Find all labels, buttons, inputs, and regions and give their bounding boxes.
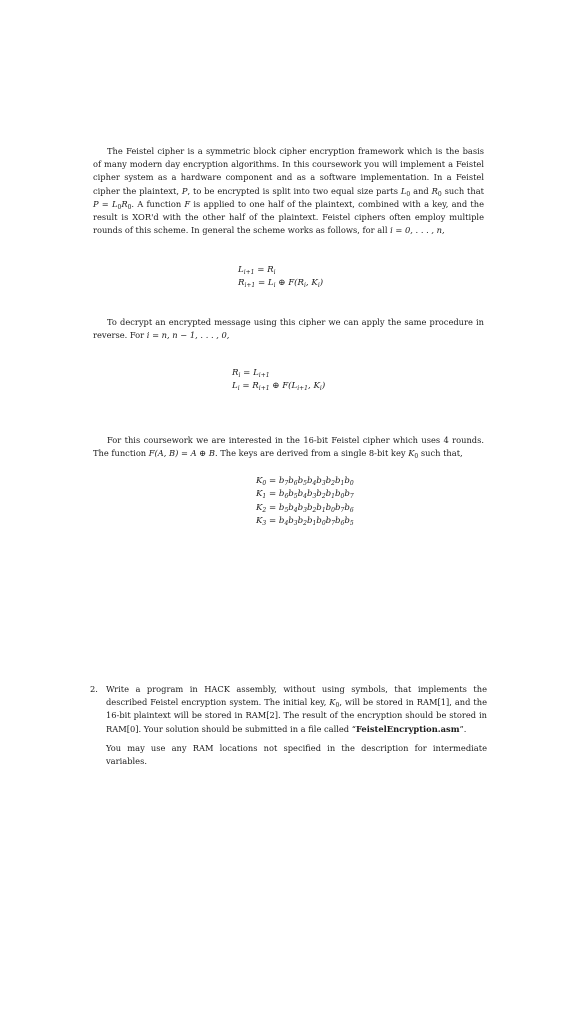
bit-symbol: b — [288, 489, 294, 500]
bit-symbol: b — [306, 516, 313, 527]
bit-symbol: b — [278, 476, 285, 486]
bit-index: 2 — [312, 506, 317, 514]
bit-index: 6 — [284, 493, 289, 501]
bit-index: 5 — [284, 506, 289, 514]
key-index: 2 — [262, 506, 267, 514]
bit-index: 1 — [331, 493, 335, 501]
bit-index: 3 — [303, 506, 307, 514]
equals-sign: = — [266, 502, 279, 513]
bit-index: 0 — [331, 506, 335, 514]
bit-symbol: b — [288, 502, 294, 513]
bit-symbol: b — [334, 476, 341, 486]
bit-symbol: b — [334, 502, 341, 513]
intro-paragraph: The Feistel cipher is a symmetric block cipher encryption framework which is the basis of many modern day encryption algorithms. In this coursework you will implement a Feistel cipher system as a hardware component and as a software implementation. In a Feistel cipher the plaintext, P, to be encrypted is split into two equal size parts $L_0$ and $R_0$ such that $P = L_0R_0$. A function F is applied to one half of the plaintext, combined with a key, and the result is XOR'd with the other half of the plaintext. Feistel ciphers often employ multiple rounds of this scheme. In general the scheme works as follows, for all i = 0, . . . , n, — [93, 146, 485, 236]
equation-line: $L_i = R_{i+1}$ ⊕ $F(L_{i+1}$, $K_i$) — [232, 380, 326, 392]
bit-index: 0 — [349, 480, 354, 487]
bit-symbol: b — [325, 476, 332, 486]
bit-symbol: b — [288, 476, 294, 486]
bit-index: 7 — [331, 520, 335, 528]
bit-index: 0 — [340, 493, 345, 501]
bit-symbol: b — [278, 516, 285, 527]
key-symbol: K — [256, 502, 263, 513]
equation-line: $R_{i+1} = L_i$ ⊕ $F(R_i$, $K_i$) — [238, 277, 324, 289]
key-line — [256, 502, 354, 515]
decrypt-paragraph: To decrypt an encrypted message using this cipher we can apply the same procedure in reverse. For i = n, n − 1, . . . , 0, — [93, 317, 484, 341]
bit-symbol: b — [334, 489, 341, 500]
bit-symbol: b — [316, 516, 322, 527]
bit-index: 1 — [321, 506, 326, 514]
bit-symbol: b — [316, 476, 322, 486]
filename: FeistelEncryption.asm — [356, 723, 460, 734]
bit-symbol: b — [325, 502, 332, 513]
bit-index: 5 — [293, 493, 298, 501]
equals-sign: = — [266, 476, 279, 486]
bit-symbol: b — [344, 489, 350, 500]
bit-symbol: b — [297, 476, 304, 486]
bit-symbol: b — [316, 502, 322, 513]
bit-index: 6 — [349, 506, 354, 514]
question-note: You may use any RAM locations not specified in the description for intermediate variables. — [106, 742, 487, 767]
bit-index: 0 — [321, 520, 326, 528]
key-symbol: K — [256, 489, 263, 500]
bit-index: 3 — [321, 480, 326, 487]
bit-index: 7 — [349, 493, 354, 501]
bit-index: 2 — [321, 493, 326, 501]
bit-index: 5 — [303, 480, 307, 487]
bit-symbol: b — [278, 502, 285, 513]
equation-line: $R_i = L_{i+1}$ — [232, 368, 270, 379]
bit-index: 3 — [293, 520, 298, 528]
bit-symbol: b — [297, 489, 304, 500]
bit-index: 4 — [303, 493, 307, 501]
key-line — [256, 515, 354, 528]
bit-symbol: b — [344, 516, 350, 527]
bit-index: 4 — [312, 480, 317, 487]
bit-symbol: b — [297, 502, 304, 513]
key-index: 3 — [262, 520, 267, 528]
key-line — [256, 475, 354, 488]
bit-symbol: b — [344, 476, 350, 486]
key-symbol: K — [256, 516, 263, 527]
equals-sign: = — [266, 489, 279, 500]
bit-index: 2 — [331, 480, 335, 487]
bit-index: 2 — [303, 520, 307, 528]
bit-symbol: b — [306, 502, 313, 513]
bit-symbol: b — [344, 502, 350, 513]
bit-index: 1 — [340, 480, 345, 487]
bit-index: 4 — [293, 506, 298, 514]
key-index: 1 — [262, 493, 267, 501]
bit-symbol: b — [325, 516, 332, 527]
equation-line: $L_{i+1} = R_i$ — [238, 265, 276, 276]
key-symbol: K — [256, 476, 263, 486]
bit-index: 5 — [349, 520, 354, 528]
key-schedule — [256, 475, 354, 529]
bit-symbol: b — [288, 516, 294, 527]
bit-symbol: b — [306, 489, 313, 500]
bit-symbol: b — [316, 489, 322, 500]
equals-sign: = — [266, 516, 279, 527]
bit-symbol: b — [278, 489, 285, 500]
encryption-equations — [238, 264, 323, 289]
bit-index: 6 — [293, 480, 298, 487]
bit-symbol: b — [334, 516, 341, 527]
question-number: 2. — [90, 684, 98, 694]
question-text: Write a program in HACK assembly, without using symbols, that implements the described Feistel encryption system. The initial key, $K_0$, will be stored in RAM[1], and the 16-bit plaintext will be stored in RAM[2]. The result of the encryption should be stored in RAM[0]. Your solution should be submitted in a file called “FeistelEncryption.asm”. — [106, 684, 487, 734]
bit-index: 6 — [340, 520, 345, 528]
bit-symbol: b — [325, 489, 332, 500]
bit-index: 7 — [340, 506, 345, 514]
bit-index: 4 — [284, 520, 289, 528]
question-body — [106, 683, 487, 774]
bit-index: 7 — [284, 480, 289, 487]
bit-index: 3 — [312, 493, 317, 501]
round-keys-paragraph: For this coursework we are interested in the 16-bit Feistel cipher which uses 4 rounds. The function F(A, B) = A ⊕ B. The keys are derived from a single 8-bit key $K_0$ such that, — [93, 435, 484, 461]
key-line — [256, 488, 354, 501]
key-index: 0 — [262, 480, 267, 487]
bit-symbol: b — [306, 476, 313, 486]
decryption-equations — [232, 367, 325, 392]
bit-symbol: b — [297, 516, 304, 527]
bit-index: 1 — [312, 520, 317, 528]
